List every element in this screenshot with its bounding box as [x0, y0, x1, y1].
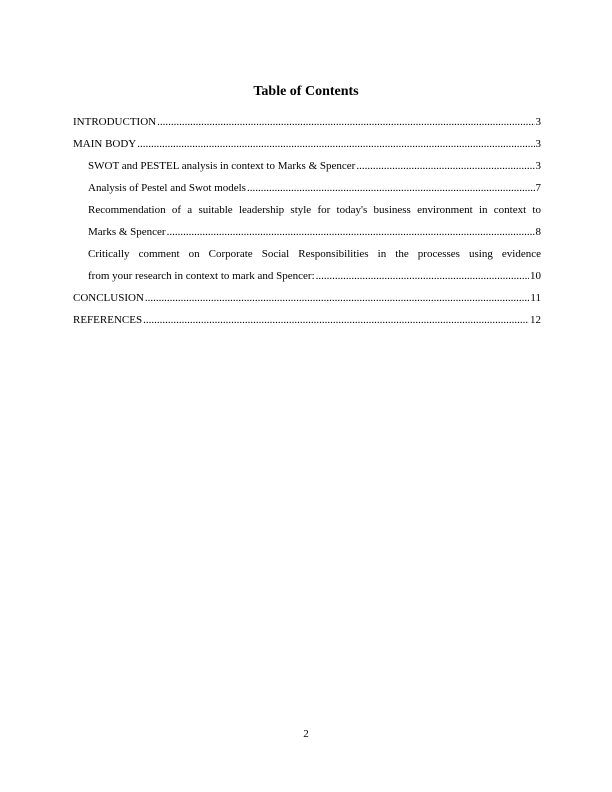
toc-entry-label: MAIN BODY — [73, 138, 137, 150]
toc-entry-label: REFERENCES — [73, 314, 143, 326]
toc-entry-label: CONCLUSION — [73, 292, 144, 304]
toc-entry-leadership-style[interactable] — [73, 199, 541, 243]
toc-entry-conclusion[interactable] — [73, 287, 541, 309]
page-number: 2 — [303, 728, 309, 740]
toc-entry-analysis-models[interactable] — [73, 177, 541, 199]
toc-entry-line2 — [88, 221, 541, 243]
toc-entry-page: 11 — [530, 292, 541, 304]
toc-entry-page: 10 — [530, 270, 541, 282]
toc-entry-main-body[interactable] — [73, 133, 541, 155]
toc-leader-dots — [356, 155, 534, 177]
toc-entry-page: 8 — [535, 226, 541, 238]
toc-leader-dots — [247, 177, 535, 199]
toc-entry-page: 12 — [530, 314, 541, 326]
table-of-contents — [73, 111, 541, 331]
toc-entry-page: 7 — [535, 182, 541, 194]
toc-entry-label-line1: Critically comment on Corporate Social Responsibilities in the processes using evidence — [88, 248, 541, 260]
toc-entry-swot-pestel[interactable] — [73, 155, 541, 177]
toc-entry-label: Analysis of Pestel and Swot models — [88, 182, 246, 194]
toc-entry-label-line2: from your research in context to mark and Spencer: — [88, 270, 315, 282]
toc-leader-dots — [167, 221, 535, 243]
toc-entry-page: 3 — [535, 160, 541, 172]
toc-leader-dots — [316, 265, 529, 287]
toc-entry-line2 — [88, 265, 541, 287]
toc-entry-page: 3 — [535, 116, 541, 128]
toc-entry-page: 3 — [535, 138, 541, 150]
toc-entry-csr[interactable] — [73, 243, 541, 287]
toc-entry-introduction[interactable] — [73, 111, 541, 133]
toc-entry-label: SWOT and PESTEL analysis in context to Marks & Spencer — [88, 160, 356, 172]
toc-leader-dots — [143, 309, 529, 331]
toc-entry-label-line2: Marks & Spencer — [88, 226, 166, 238]
toc-leader-dots — [157, 111, 534, 133]
toc-title: Table of Contents — [253, 84, 359, 99]
toc-entry-label: INTRODUCTION — [73, 116, 157, 128]
toc-entry-label-line1: Recommendation of a suitable leadership style for today's business environment in context to — [88, 204, 541, 216]
toc-leader-dots — [137, 133, 534, 155]
toc-leader-dots — [145, 287, 530, 309]
toc-entry-references[interactable] — [73, 309, 541, 331]
